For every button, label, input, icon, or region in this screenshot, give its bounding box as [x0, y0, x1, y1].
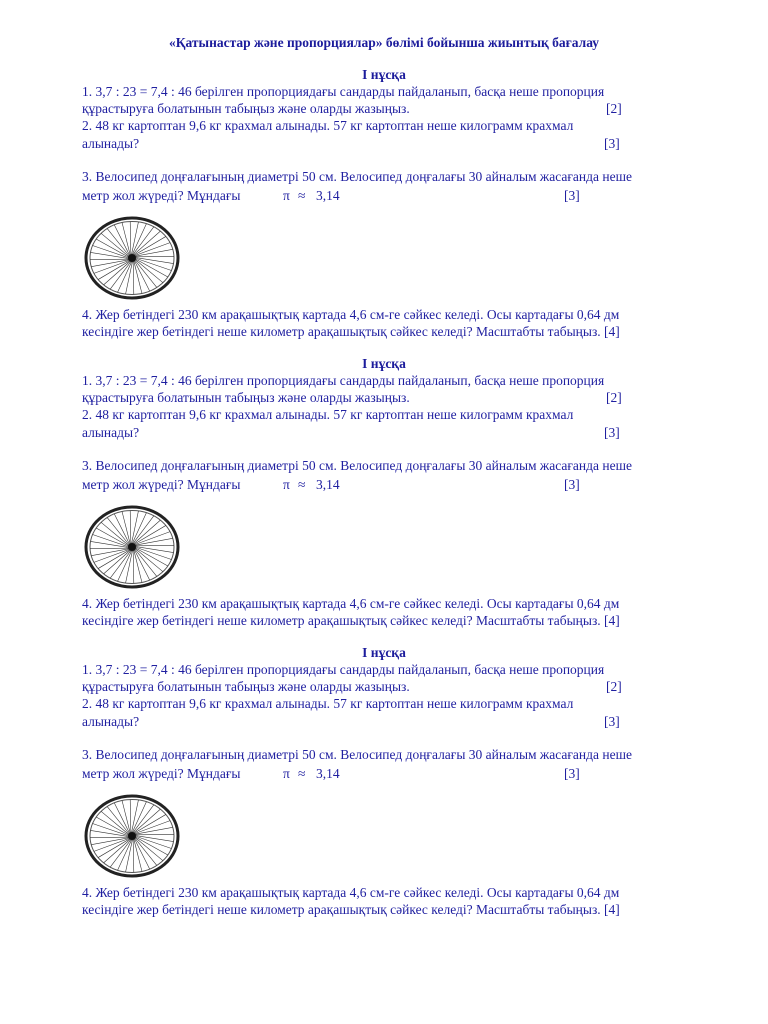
question-3-score: [3]: [564, 188, 580, 203]
wheel-spoke: [90, 252, 129, 258]
question-4-line-2: кесіндіге жер бетіндегі неше километр арақашықтық сәйкес келеді? Масштабты табыңыз. [4]: [82, 902, 620, 917]
wheel-spoke: [133, 839, 134, 873]
pi-value: 3,14: [316, 188, 340, 203]
approx-symbol: ≈: [298, 477, 306, 492]
variant-block-1: [82, 66, 722, 346]
pi-symbol: π: [283, 477, 290, 492]
wheel-spoke: [134, 249, 172, 256]
pi-symbol: π: [283, 188, 290, 203]
question-2-line-1: 2. 48 кг картоптан 9,6 кг крахмал алынады. 57 кг картоптан неше килограмм крахмал: [82, 407, 574, 422]
question-2-line-1: 2. 48 кг картоптан 9,6 кг крахмал алынады. 57 кг картоптан неше килограмм крахмал: [82, 118, 574, 133]
pi-symbol: π: [283, 766, 290, 781]
wheel-spoke: [134, 260, 142, 293]
question-2-score: [3]: [604, 714, 620, 729]
wheel-spoke: [130, 511, 131, 545]
variant-block-2: [82, 355, 722, 635]
bicycle-wheel-icon: [84, 794, 180, 878]
wheel-spoke: [126, 261, 133, 294]
question-2-score: [3]: [604, 136, 620, 151]
wheel-spoke: [134, 538, 172, 545]
question-2-line-2: алынады?: [82, 136, 140, 151]
variant-block-3: [82, 644, 722, 924]
wheel-hub: [128, 254, 136, 262]
question-3-line-2: метр жол жүреді? Мұндағы: [82, 477, 241, 492]
variant-heading: I нұсқа: [362, 645, 406, 660]
wheel-spoke: [91, 549, 129, 556]
question-3-line-2: метр жол жүреді? Мұндағы: [82, 188, 241, 203]
wheel-spoke: [90, 541, 129, 547]
question-1-score: [2]: [606, 390, 622, 405]
wheel-spoke: [134, 838, 142, 871]
wheel-spoke: [131, 800, 138, 833]
question-2-score: [3]: [604, 425, 620, 440]
variant-heading: I нұсқа: [362, 356, 406, 371]
question-4-line-2: кесіндіге жер бетіндегі неше километр арақашықтық сәйкес келеді? Масштабты табыңыз. [4]: [82, 613, 620, 628]
question-4-line-2: кесіндіге жер бетіндегі неше километр арақашықтық сәйкес келеді? Масштабты табыңыз. [4]: [82, 324, 620, 339]
question-3-score: [3]: [564, 477, 580, 492]
question-3-line-1: 3. Велосипед доңғалағының диаметрі 50 см. Велосипед доңғалағы 30 айналым жасағанда неше: [82, 169, 632, 184]
wheel-spoke: [91, 838, 129, 845]
pi-value: 3,14: [316, 766, 340, 781]
wheel-spoke: [131, 222, 138, 255]
question-2-line-2: алынады?: [82, 714, 140, 729]
wheel-spoke: [130, 222, 131, 256]
question-2-line-2: алынады?: [82, 425, 140, 440]
approx-symbol: ≈: [298, 188, 306, 203]
wheel-spoke: [122, 223, 130, 256]
wheel-spoke: [126, 550, 133, 583]
question-4-line-1: 4. Жер бетіндегі 230 км арақашықтық картада 4,6 см-ге сәйкес келеді. Осы картадағы 0,64 дм: [82, 596, 620, 611]
question-1-score: [2]: [606, 679, 622, 694]
wheel-hub: [128, 543, 136, 551]
question-1-line-1: 1. 3,7 : 23 = 7,4 : 46 берілген пропорциядағы сандарды пайдаланып, басқа неше пропорция: [82, 373, 605, 388]
question-3-line-2: метр жол жүреді? Мұндағы: [82, 766, 241, 781]
question-1-score: [2]: [606, 101, 622, 116]
question-4-line-1: 4. Жер бетіндегі 230 км арақашықтық картада 4,6 см-ге сәйкес келеді. Осы картадағы 0,64 дм: [82, 307, 620, 322]
bicycle-wheel-icon: [84, 505, 180, 589]
question-1-line-2: құрастыруға болатынын табыңыз және оларды жазыңыз.: [82, 390, 410, 405]
wheel-spoke: [122, 801, 130, 834]
wheel-hub: [128, 832, 136, 840]
wheel-spoke: [135, 257, 174, 263]
variant-heading: I нұсқа: [362, 67, 406, 82]
question-3-score: [3]: [564, 766, 580, 781]
question-4-line-1: 4. Жер бетіндегі 230 км арақашықтық картада 4,6 см-ге сәйкес келеді. Осы картадағы 0,64 дм: [82, 885, 620, 900]
wheel-spoke: [122, 512, 130, 545]
pi-value: 3,14: [316, 477, 340, 492]
approx-symbol: ≈: [298, 766, 306, 781]
question-3-line-1: 3. Велосипед доңғалағының диаметрі 50 см. Велосипед доңғалағы 30 айналым жасағанда неше: [82, 747, 632, 762]
bicycle-wheel-icon: [84, 216, 180, 300]
wheel-spoke: [90, 830, 129, 836]
wheel-spoke: [135, 546, 174, 552]
wheel-spoke: [135, 835, 174, 841]
wheel-spoke: [91, 260, 129, 267]
question-2-line-1: 2. 48 кг картоптан 9,6 кг крахмал алынады. 57 кг картоптан неше килограмм крахмал: [82, 696, 574, 711]
wheel-spoke: [133, 550, 134, 584]
question-3-line-1: 3. Велосипед доңғалағының диаметрі 50 см. Велосипед доңғалағы 30 айналым жасағанда неше: [82, 458, 632, 473]
page-title: «Қатынастар және пропорциялар» бөлімі бойынша жиынтық бағалау: [168, 35, 600, 50]
wheel-spoke: [126, 839, 133, 872]
question-1-line-2: құрастыруға болатынын табыңыз және оларды жазыңыз.: [82, 679, 410, 694]
question-1-line-1: 1. 3,7 : 23 = 7,4 : 46 берілген пропорциядағы сандарды пайдаланып, басқа неше пропорция: [82, 662, 605, 677]
question-1-line-2: құрастыруға болатынын табыңыз және оларды жазыңыз.: [82, 101, 410, 116]
wheel-spoke: [130, 800, 131, 834]
wheel-spoke: [134, 827, 172, 834]
wheel-spoke: [131, 511, 138, 544]
wheel-spoke: [134, 549, 142, 582]
wheel-spoke: [133, 261, 134, 295]
question-1-line-1: 1. 3,7 : 23 = 7,4 : 46 берілген пропорциядағы сандарды пайдаланып, басқа неше пропорция: [82, 84, 605, 99]
